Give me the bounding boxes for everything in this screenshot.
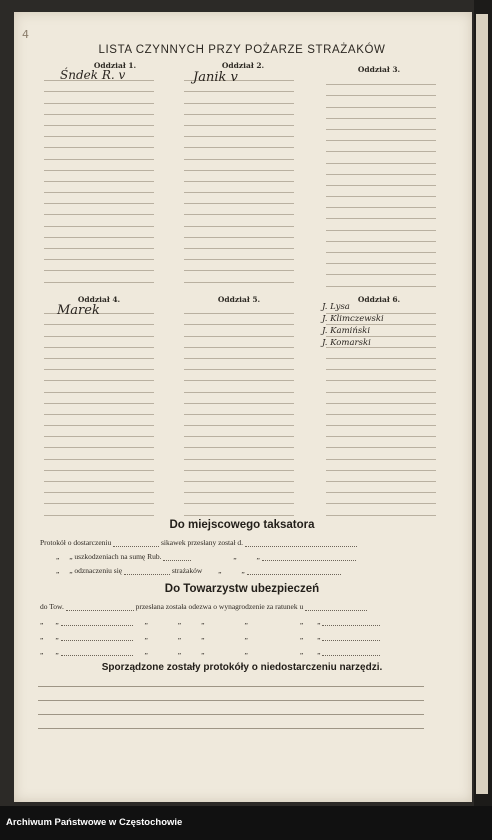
ruled-line [326,370,436,381]
column-heading-5: Oddział 5. [217,295,261,304]
ruled-line [184,370,294,381]
ruled-line [326,219,436,230]
ruled-line [326,108,436,119]
ruled-line [326,471,436,482]
ruled-line [184,182,294,193]
ruled-line [184,249,294,260]
ruled-line [326,482,436,493]
handwritten-name-2: Janik v [193,70,238,85]
ruled-line [184,460,294,471]
ruled-line [184,260,294,271]
ruled-line [44,448,154,459]
ruled-line [184,215,294,226]
ruled-line [44,493,154,504]
column-heading-1: Oddział 1. [93,61,137,70]
ruled-line [44,482,154,493]
ruled-line [44,359,154,370]
ruled-line [326,152,436,163]
ruled-line [184,348,294,359]
ruled-line [44,415,154,426]
ruled-line [184,393,294,404]
ruled-line [326,460,436,471]
column-heading-4: Oddział 4. [77,295,121,304]
ruled-line [326,359,436,370]
ruled-line [184,325,294,336]
ruled-line [184,171,294,182]
ruled-line [184,148,294,159]
ruled-line [326,493,436,504]
ruled-line [44,460,154,471]
ruled-line [44,471,154,482]
ruled-line [326,130,436,141]
ruled-line [326,393,436,404]
ruled-line [184,137,294,148]
ruled-line [184,238,294,249]
ruled-line [326,404,436,415]
page-edge [476,14,488,794]
ruled-line [184,193,294,204]
ruled-line [44,126,154,137]
ruled-line [184,92,294,103]
ruled-line [44,115,154,126]
ruled-line [326,197,436,208]
ruled-line [184,204,294,215]
handwritten-name-1: Śndek R. v [60,68,126,82]
ruled-line [184,359,294,370]
handwritten-name-6d: J. Komarski [322,338,371,348]
ruled-line [326,275,436,286]
blank-line [38,728,424,729]
ruled-line [184,426,294,437]
ruled-line [44,325,154,336]
ruled-line [44,182,154,193]
handwritten-name-4: Marek [57,303,100,318]
ruled-line [326,141,436,152]
ruled-line [44,92,154,103]
ruled-line [184,314,294,325]
ruled-line [184,271,294,282]
ruled-line [44,238,154,249]
ruled-line [326,437,436,448]
ruled-line [44,104,154,115]
ruled-line [326,119,436,130]
ruled-line [326,208,436,219]
ruled-line [44,215,154,226]
ruled-line [326,253,436,264]
ruled-line [184,381,294,392]
ruled-line [44,137,154,148]
ruled-line [44,404,154,415]
ruled-line [184,115,294,126]
ruled-line [326,264,436,275]
ruled-line [44,204,154,215]
column-heading-3: Oddział 3. [357,65,401,74]
heading-taksator: Do miejscowego taksatora [169,519,315,531]
ruled-line [184,227,294,238]
heading-protokoly: Sporządzone zostały protokóły o niedostarczeniu narzędzi. [101,662,383,673]
ruled-line [44,437,154,448]
ruled-line [184,303,294,314]
ruled-line [44,426,154,437]
ruled-line [184,337,294,348]
ruled-line [184,104,294,115]
column-lines-5 [184,303,294,516]
ruled-line [44,381,154,392]
taksator-row-2: „ „ uszkodzeniach na sumę Rub. „ „ [56,552,356,561]
ruled-line [184,493,294,504]
column-heading-6: Oddział 6. [357,295,401,304]
ruled-line [44,260,154,271]
taksator-row1-label: Protokół o dostarczeniu [40,538,112,547]
ruled-line [326,415,436,426]
ruled-line [184,415,294,426]
ruled-line [44,504,154,515]
ruled-line [44,393,154,404]
ruled-line [326,242,436,253]
ruled-line [184,448,294,459]
ruled-line [326,426,436,437]
ruled-line [326,381,436,392]
ruled-line [326,74,436,85]
ruled-line [184,471,294,482]
column-lines-1 [44,70,154,283]
column-lines-4 [44,303,154,516]
ruled-line [184,160,294,171]
ruled-line [326,175,436,186]
blank-line [38,686,424,687]
blank-line [38,714,424,715]
ruled-line [184,126,294,137]
handwritten-name-6b: J. Klimczewski [322,314,384,324]
ruled-line [44,249,154,260]
ruled-line [44,193,154,204]
ruled-line [326,504,436,515]
ruled-line [44,337,154,348]
page-number: 4 [22,28,29,41]
ruled-line [326,96,436,107]
ruled-line [326,85,436,96]
handwritten-name-6c: J. Kamiński [322,326,371,336]
heading-towarzystw: Do Towarzystw ubezpieczeń [164,583,320,595]
column-lines-3 [326,74,436,287]
ruled-line [184,504,294,515]
archive-credit: Archiwum Państwowe w Częstochowie [0,806,492,840]
blank-line [38,700,424,701]
towarzystw-row-1: do Tow. przesłana została odezwa o wynagrodzenie za ratunek u [40,602,367,611]
taksator-row-3: „ „ odznaczeniu się strażaków „ „ [56,566,341,575]
ruled-line [44,160,154,171]
ruled-line [44,171,154,182]
ruled-line [44,348,154,359]
ruled-line [44,81,154,92]
column-heading-2: Oddział 2. [221,61,265,70]
ruled-line [184,482,294,493]
ruled-line [326,448,436,459]
ruled-line [184,437,294,448]
taksator-row1-text: sikawek przesłany został d. [161,538,244,547]
ruled-line [44,227,154,238]
ruled-line [184,404,294,415]
towarzystw-row-4: „ „ „ „ „ „ „ „ [40,647,380,656]
ruled-line [44,148,154,159]
towarzystw-row-2: „ „ „ „ „ „ „ „ [40,617,380,626]
ruled-line [326,231,436,242]
column-lines-2 [184,70,294,283]
handwritten-name-6a: J. Lysa [322,302,350,312]
taksator-row-1 [40,538,357,547]
ruled-line [326,348,436,359]
ruled-line [326,186,436,197]
towarzystw-row-3: „ „ „ „ „ „ „ „ [40,632,380,641]
ruled-line [44,271,154,282]
page-title: LISTA CZYNNYCH PRZY POŻARZE STRAŻAKÓW [98,44,386,56]
ruled-line [44,370,154,381]
ruled-line [326,164,436,175]
